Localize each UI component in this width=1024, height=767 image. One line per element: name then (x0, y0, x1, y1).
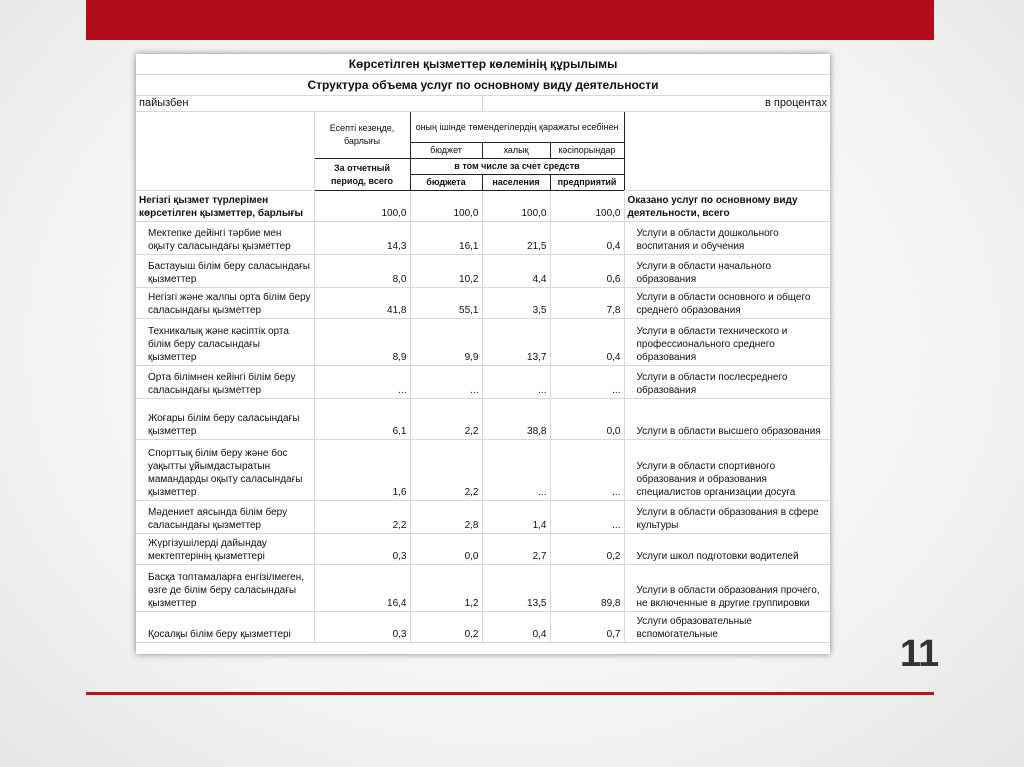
row-value: ... (314, 366, 410, 399)
header-col-kz: бюджет (410, 143, 482, 159)
row-value: 0,3 (314, 612, 410, 643)
header-blank-right (624, 112, 830, 191)
row-label-kz: Орта білімнен кейінгі білім беру саласындағы қызметтер (136, 366, 314, 399)
header-col-kz: халық (482, 143, 550, 159)
right-unit-note: в процентах (482, 96, 830, 112)
row-label-kz: Спорттық білім беру және бос уақытты ұйымдастыратын мамандарды оқыту саласындағы қызметтер (136, 440, 314, 501)
row-label-ru: Оказано услуг по основному виду деятельности, всего (624, 191, 830, 222)
row-label-kz: Бастауыш білім беру саласындағы қызметтер (136, 255, 314, 288)
header-total-ru: За отчетный период, всего (314, 159, 410, 191)
row-label-ru: Услуги в области основного и общего среднего образования (624, 288, 830, 319)
header-col-kz: кәсіпорындар (550, 143, 624, 159)
row-value: 9,9 (410, 319, 482, 366)
row-value: 2,8 (410, 501, 482, 534)
row-value: 2,2 (410, 440, 482, 501)
row-value: ... (482, 440, 550, 501)
row-label-ru: Услуги в области дошкольного воспитания и обучения (624, 222, 830, 255)
row-value: 38,8 (482, 399, 550, 440)
header-group-ru: в том числе за счет средств (410, 159, 624, 175)
header-group-kz: оның ішінде төмендегілердің қаражаты есебінен (410, 112, 624, 143)
slide-page-number: 11 (899, 633, 939, 675)
row-value: 0,0 (550, 399, 624, 440)
top-accent-bar (86, 0, 934, 40)
row-label-ru: Услуги в области образования в сфере культуры (624, 501, 830, 534)
row-value: 0,2 (410, 612, 482, 643)
row-label-kz: Басқа топтамаларға енгізілмеген, өзге де білім беру саласындағы қызметтер (136, 565, 314, 612)
row-value: 0,7 (550, 612, 624, 643)
header-blank-left (136, 112, 314, 191)
row-value: 0,2 (550, 534, 624, 565)
row-label-kz: Жоғары білім беру саласындағы қызметтер (136, 399, 314, 440)
services-structure-table (136, 54, 830, 643)
row-label-kz: Жүргізушілерді дайындау мектептерінің қызметтері (136, 534, 314, 565)
row-label-kz: Негізгі және жалпы орта білім беру саласындағы қызметтер (136, 288, 314, 319)
row-value: 0,4 (482, 612, 550, 643)
table-row (136, 501, 830, 534)
title-ru: Структура объема услуг по основному виду деятельности (136, 75, 830, 96)
row-value: 0,4 (550, 222, 624, 255)
row-label-kz: Қосалқы білім беру қызметтері (136, 612, 314, 643)
row-value: 2,7 (482, 534, 550, 565)
row-label-ru: Услуги в области послесреднего образования (624, 366, 830, 399)
row-value: 7,8 (550, 288, 624, 319)
row-value: 4,4 (482, 255, 550, 288)
row-value: 14,3 (314, 222, 410, 255)
left-unit-note: пайызбен (136, 96, 482, 112)
row-value: 0,3 (314, 534, 410, 565)
table-sheet (136, 54, 830, 654)
row-label-ru: Услуги в области спортивного образования и образования специалистов организации досуга (624, 440, 830, 501)
row-value: 2,2 (410, 399, 482, 440)
row-value: 6,1 (314, 399, 410, 440)
row-value: ... (550, 366, 624, 399)
table-row (136, 288, 830, 319)
header-total-kz: Есепті кезеңде, барлығы (314, 112, 410, 159)
row-label-ru: Услуги в области технического и профессионального среднего образования (624, 319, 830, 366)
row-value: 100,0 (314, 191, 410, 222)
table-row (136, 319, 830, 366)
row-value: 21,5 (482, 222, 550, 255)
row-label-ru: Услуги в области высшего образования (624, 399, 830, 440)
row-value: 8,0 (314, 255, 410, 288)
row-value: 0,0 (410, 534, 482, 565)
row-value: ... (550, 501, 624, 534)
table-row (136, 399, 830, 440)
row-value: 13,7 (482, 319, 550, 366)
header-col-ru: предприятий (550, 175, 624, 191)
row-label-ru: Услуги в области начального образования (624, 255, 830, 288)
row-value: 41,8 (314, 288, 410, 319)
table-row (136, 612, 830, 643)
table-row (136, 440, 830, 501)
row-value: 0,6 (550, 255, 624, 288)
row-value: ... (550, 440, 624, 501)
row-value: ... (482, 366, 550, 399)
row-value: 0,4 (550, 319, 624, 366)
row-value: 16,1 (410, 222, 482, 255)
row-label-kz: Мәдениет аясында білім беру саласындағы қызметтер (136, 501, 314, 534)
row-label-kz: Негізгі қызмет түрлерімен көрсетілген қызметтер, барлығы (136, 191, 314, 222)
row-value: 55,1 (410, 288, 482, 319)
row-label-ru: Услуги школ подготовки водителей (624, 534, 830, 565)
row-value: 100,0 (550, 191, 624, 222)
header-col-ru: населения (482, 175, 550, 191)
row-value: 1,4 (482, 501, 550, 534)
row-value: 89,8 (550, 565, 624, 612)
row-value: 16,4 (314, 565, 410, 612)
table-row (136, 534, 830, 565)
row-value: 1,2 (410, 565, 482, 612)
row-label-kz: Мектепке дейінгі тәрбие мен оқыту саласындағы қызметтер (136, 222, 314, 255)
row-value: 1,6 (314, 440, 410, 501)
row-value: 13,5 (482, 565, 550, 612)
row-value: 8,9 (314, 319, 410, 366)
table-row (136, 366, 830, 399)
header-col-ru: бюджета (410, 175, 482, 191)
table-row (136, 222, 830, 255)
row-value: 100,0 (410, 191, 482, 222)
title-kz: Көрсетілген қызметтер көлемінің құрылымы (136, 54, 830, 75)
bottom-accent-line (86, 692, 934, 695)
row-value: ... (410, 366, 482, 399)
row-value: 3,5 (482, 288, 550, 319)
row-label-ru: Услуги в области образования прочего, не включенные в другие группировки (624, 565, 830, 612)
table-row (136, 565, 830, 612)
row-value: 2,2 (314, 501, 410, 534)
row-value: 10,2 (410, 255, 482, 288)
row-label-kz: Техникалық және кәсіптік орта білім беру саласындағы қызметтер (136, 319, 314, 366)
table-row (136, 255, 830, 288)
row-value: 100,0 (482, 191, 550, 222)
table-row (136, 191, 830, 222)
row-label-ru: Услуги образовательные вспомогательные (624, 612, 830, 643)
